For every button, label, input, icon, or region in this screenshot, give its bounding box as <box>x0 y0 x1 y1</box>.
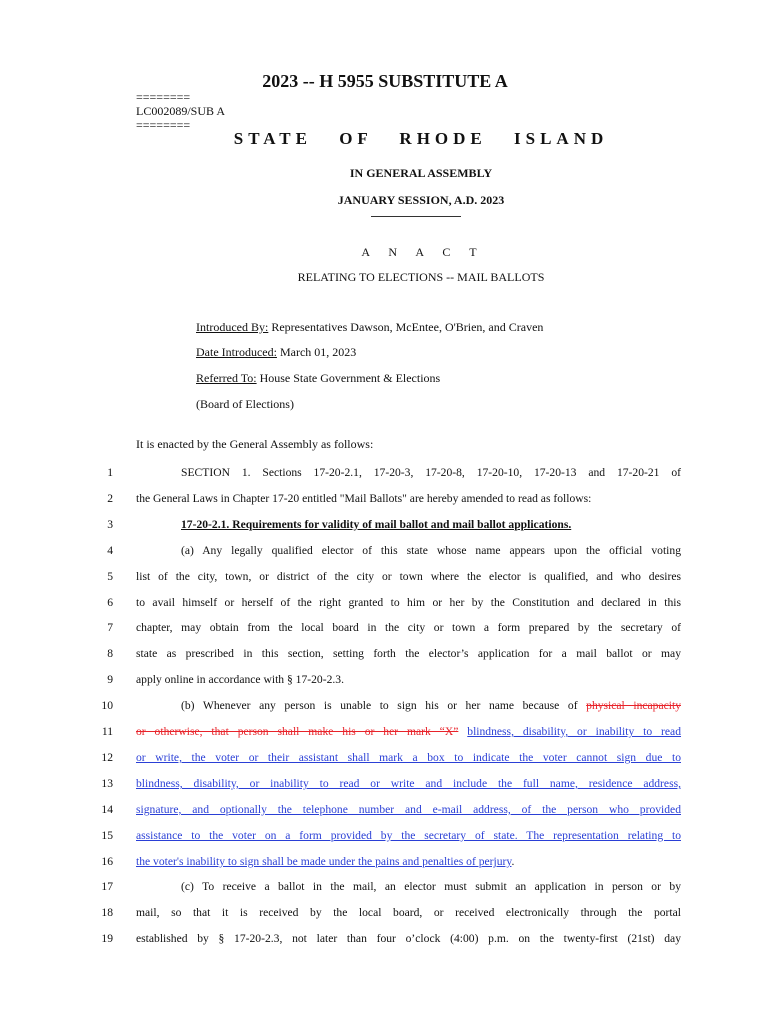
bill-line <box>136 596 681 610</box>
relating-heading: RELATING TO ELECTIONS -- MAIL BALLOTS <box>297 270 545 284</box>
line-number: 17 <box>101 880 113 893</box>
date-introduced-value: March 01, 2023 <box>276 345 357 359</box>
date-introduced-label: Date Introduced: <box>196 345 277 359</box>
line-number: 4 <box>107 544 113 557</box>
enacting-clause: It is enacted by the General Assembly as follows: <box>136 437 374 451</box>
inserted-text: blindness, disability, or inability to read <box>467 725 682 738</box>
section-heading: 17-20-2.1. Requirements for validity of mail ballot and mail ballot applications. <box>181 518 572 531</box>
line-text: (a) Any legally qualified elector of this state whose name appears upon the official voting <box>181 544 681 557</box>
line-number: 12 <box>101 751 113 764</box>
bill-line <box>136 932 681 946</box>
bill-line <box>136 829 681 843</box>
line-number: 5 <box>107 570 113 583</box>
deleted-text: or otherwise, that person shall make his or her mark “X” <box>136 725 459 738</box>
assembly-heading: IN GENERAL ASSEMBLY <box>349 166 493 180</box>
session-heading: JANUARY SESSION, A.D. 2023 <box>337 193 505 207</box>
inserted-text: blindness, disability, or inability to read or write and include the full name, residence address, <box>136 777 681 790</box>
line-number: 10 <box>101 699 113 712</box>
act-heading: A N A C T <box>361 245 481 259</box>
bill-title: 2023 -- H 5955 SUBSTITUTE A <box>262 71 508 91</box>
line-text: established by § 17-20-2.3, not later than four o’clock (4:00) p.m. on the twenty-first (21st) day <box>136 932 681 945</box>
bill-line <box>136 673 681 687</box>
line-number: 9 <box>107 673 113 686</box>
line-text: to avail himself or herself of the right granted to him or her by the Constitution and declared in this <box>136 596 681 609</box>
line-text: (c) To receive a ballot in the mail, an elector must submit an application in person or by <box>181 880 681 893</box>
bill-line <box>136 777 681 791</box>
bill-line <box>136 906 681 920</box>
introduced-by-label: Introduced By: <box>196 320 269 334</box>
equals-rule-top: ======== <box>136 90 191 104</box>
bill-line <box>136 492 681 506</box>
bill-line <box>136 880 681 894</box>
state-heading: STATE OF RHODE ISLAND <box>233 129 609 148</box>
line-number: 2 <box>107 492 113 505</box>
bill-line <box>136 803 681 817</box>
introduced-by <box>196 320 543 335</box>
line-number: 6 <box>107 596 113 609</box>
bill-line <box>136 466 681 480</box>
line-number: 1 <box>107 466 113 479</box>
introduced-by-value: Representatives Dawson, McEntee, O'Brien, and Craven <box>268 320 544 334</box>
bill-line <box>136 647 681 661</box>
line-text: chapter, may obtain from the local board in the city or town a form prepared by the secretary of <box>136 621 681 634</box>
bill-line <box>136 855 681 869</box>
equals-rule-bottom: ======== <box>136 118 191 132</box>
date-introduced <box>196 345 356 360</box>
session-underline <box>371 216 461 217</box>
line-text: state as prescribed in this section, setting forth the elector’s application for a mail ballot or may <box>136 647 681 660</box>
deleted-text: physical incapacity <box>586 699 681 712</box>
line-number: 15 <box>101 829 113 842</box>
line-number: 7 <box>107 621 113 634</box>
bill-line <box>136 725 681 739</box>
inserted-text: assistance to the voter on a form provided by the secretary of state. The representation relating to <box>136 829 681 842</box>
line-text: SECTION 1. Sections 17-20-2.1, 17-20-3, 17-20-8, 17-20-10, 17-20-13 and 17-20-21 of <box>181 466 681 479</box>
bill-line <box>136 699 681 713</box>
inserted-text: the voter's inability to sign shall be made under the pains and penalties of perjury <box>136 855 512 868</box>
line-number: 14 <box>101 803 113 816</box>
line-number: 3 <box>107 518 113 531</box>
referred-to-label: Referred To: <box>196 371 257 385</box>
line-number: 8 <box>107 647 113 660</box>
bill-line <box>136 518 681 532</box>
bill-line <box>136 544 681 558</box>
line-text: list of the city, town, or district of the city or town where the elector is qualified, and who desires <box>136 570 681 583</box>
line-number: 19 <box>101 932 113 945</box>
line-text: the General Laws in Chapter 17-20 entitled "Mail Ballots" are hereby amended to read as follows: <box>136 492 592 505</box>
line-text: . <box>511 855 515 868</box>
bill-line <box>136 621 681 635</box>
line-text: mail, so that it is received by the local board, or received electronically through the portal <box>136 906 681 919</box>
line-text: apply online in accordance with § 17-20-2.3. <box>136 673 344 686</box>
inserted-text: signature, and optionally the telephone number and e-mail address, of the person who provided <box>136 803 681 816</box>
line-number: 16 <box>101 855 113 868</box>
bill-line <box>136 751 681 765</box>
board-note: (Board of Elections) <box>196 397 294 411</box>
referred-to <box>196 371 440 386</box>
line-number: 18 <box>101 906 113 919</box>
bill-line <box>136 570 681 584</box>
line-text: (b) Whenever any person is unable to sign his or her name because of <box>181 699 587 712</box>
line-text <box>458 725 467 738</box>
line-number: 13 <box>101 777 113 790</box>
referred-to-value: House State Government & Elections <box>256 371 441 385</box>
line-number: 11 <box>101 725 113 738</box>
lc-number: LC002089/SUB A <box>136 104 226 118</box>
inserted-text: or write, the voter or their assistant shall mark a box to indicate the voter cannot sign due to <box>136 751 681 764</box>
